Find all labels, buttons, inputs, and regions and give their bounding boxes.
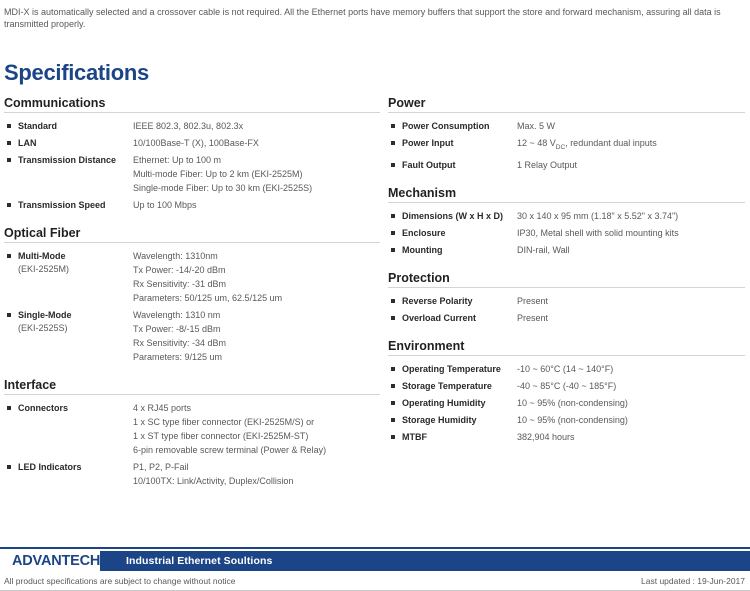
spec-row [388, 379, 745, 393]
spec-label-cell [402, 379, 517, 393]
spec-label: LAN [18, 138, 37, 148]
spec-value-line: -40 ~ 85°C (-40 ~ 185°F) [517, 380, 617, 391]
spec-value-cell [517, 226, 745, 240]
spec-value-line: 10 ~ 95% (non-condensing) [517, 414, 628, 425]
advantech-logo: ADVANTECH [12, 553, 101, 569]
spec-value-line: 6-pin removable screw terminal (Power & Relay) [133, 445, 327, 455]
spec-row [388, 158, 745, 172]
spec-value-line: Wavelength: 1310 nm [133, 310, 221, 320]
bullet-icon [7, 141, 11, 145]
spec-label-cell [18, 119, 133, 133]
spec-value-line: -10 ~ 60°C (14 ~ 140°F) [517, 363, 614, 374]
spec-value-line: Rx Sensitivity: -34 dBm [133, 338, 227, 348]
bullet-icon [391, 367, 395, 371]
bullet-icon [7, 406, 11, 410]
bullet-icon [391, 418, 395, 422]
spec-value-cell [133, 401, 380, 457]
spec-column-left [4, 86, 380, 491]
section-heading: Mechanism [388, 186, 745, 203]
section-mechanism [388, 186, 745, 257]
footer-last-updated: Last updated : 19-Jun-2017 [641, 576, 745, 586]
value-fragment: , redundant dual inputs [565, 138, 657, 148]
spec-label: Storage Temperature [402, 380, 492, 391]
bullet-icon [391, 124, 395, 128]
spec-value-cell [517, 430, 745, 444]
bullet-icon [391, 231, 395, 235]
spec-value-cell [517, 362, 745, 376]
bullet-icon [7, 203, 11, 207]
bullet-icon [391, 163, 395, 167]
footer-meta [4, 576, 745, 586]
spec-label-cell [18, 153, 133, 167]
spec-label: Fault Output [402, 159, 456, 170]
spec-label: LED Indicators [18, 462, 82, 472]
footer-rule [0, 547, 750, 549]
section-protection [388, 271, 745, 325]
spec-label: Connectors [18, 403, 69, 413]
value-fragment: 12 ~ 48 V [517, 138, 556, 148]
spec-row [388, 311, 745, 325]
spec-value-line: 1 Relay Output [517, 159, 578, 170]
spec-value-line: Present [517, 312, 549, 323]
spec-label: Overload Current [402, 312, 477, 323]
spec-value-cell [133, 249, 380, 305]
spec-label-cell [18, 460, 133, 474]
spec-columns [4, 86, 745, 491]
spec-label: Reverse Polarity [402, 295, 473, 306]
spec-label: Single-Mode [18, 310, 72, 320]
footer-banner-label: Industrial Ethernet Soultions [126, 555, 273, 567]
spec-label-cell [402, 119, 517, 133]
spec-value-line: P1, P2, P-Fail [133, 462, 189, 472]
spec-value-cell [517, 158, 745, 172]
spec-value-line: 10 ~ 95% (non-condensing) [517, 397, 628, 408]
section-heading: Optical Fiber [4, 226, 380, 243]
spec-label: Power Consumption [402, 121, 490, 131]
bullet-icon [391, 435, 395, 439]
spec-value-line: Rx Sensitivity: -31 dBm [133, 279, 227, 289]
spec-value-cell [133, 119, 380, 133]
spec-value-line: 10/100TX: Link/Activity, Duplex/Collision [133, 476, 294, 486]
spec-label-cell [402, 158, 517, 172]
section-optical-fiber [4, 226, 380, 364]
spec-label: Operating Temperature [402, 363, 501, 374]
spec-label-cell [402, 243, 517, 257]
section-heading: Protection [388, 271, 745, 288]
spec-value-cell [133, 308, 380, 364]
spec-sublabel: (EKI-2525M) [18, 264, 70, 274]
spec-label-cell [18, 308, 133, 335]
spec-value-line: IEEE 802.3, 802.3u, 802.3x [133, 121, 244, 131]
spec-value-line: Parameters: 9/125 um [133, 352, 223, 362]
spec-row [4, 308, 380, 364]
spec-value-line: Ethernet: Up to 100 m [133, 155, 222, 165]
spec-row [388, 209, 745, 223]
spec-label: Transmission Distance [18, 155, 117, 165]
bullet-icon [391, 316, 395, 320]
spec-label-cell [402, 136, 517, 150]
bullet-icon [7, 254, 11, 258]
spec-label-cell [402, 294, 517, 308]
spec-label-cell [18, 136, 133, 150]
spec-value-line: 1 x SC type fiber connector (EKI-2525M/S) or [133, 417, 315, 427]
spec-value-line: 1 x ST type fiber connector (EKI-2525M-ST) [133, 431, 309, 441]
spec-value-cell [517, 379, 745, 393]
spec-row [388, 226, 745, 240]
spec-value-line: Tx Power: -8/-15 dBm [133, 324, 221, 334]
bullet-icon [391, 384, 395, 388]
bullet-icon [391, 299, 395, 303]
spec-row [388, 362, 745, 376]
bullet-icon [7, 465, 11, 469]
spec-value-cell [517, 396, 745, 410]
spec-label: Power Input [402, 138, 454, 148]
page-title: Specifications [4, 60, 149, 85]
spec-label: Enclosure [402, 227, 446, 238]
footer-banner [100, 551, 750, 571]
spec-label: Multi-Mode [18, 251, 66, 261]
spec-label-cell [402, 209, 517, 223]
footer-bar-row [0, 551, 750, 571]
section-heading: Interface [4, 378, 380, 395]
spec-value-cell [133, 198, 380, 212]
spec-row [4, 460, 380, 488]
spec-row [388, 136, 745, 155]
spec-value-cell [517, 136, 745, 155]
spec-value-line: Max. 5 W [517, 121, 556, 131]
spec-label: Storage Humidity [402, 414, 477, 425]
spec-value-line: Parameters: 50/125 um, 62.5/125 um [133, 293, 283, 303]
spec-label-cell [18, 198, 133, 212]
spec-column-right [380, 86, 745, 491]
section-interface [4, 378, 380, 488]
spec-value-cell [517, 294, 745, 308]
spec-label-cell [18, 249, 133, 276]
bullet-icon [7, 124, 11, 128]
spec-value-line [517, 136, 745, 155]
spec-row [4, 136, 380, 150]
spec-value-cell [517, 209, 745, 223]
spec-label: MTBF [402, 431, 427, 442]
spec-label: Operating Humidity [402, 397, 486, 408]
spec-value-line: DIN-rail, Wall [517, 244, 570, 255]
spec-label: Dimensions (W x H x D) [402, 210, 504, 221]
bullet-icon [391, 141, 395, 145]
spec-row [388, 430, 745, 444]
spec-label: Transmission Speed [18, 200, 106, 210]
spec-value-cell [133, 153, 380, 195]
footer-disclaimer: All product specifications are subject to change without notice [4, 576, 236, 586]
spec-row [388, 243, 745, 257]
spec-row [4, 249, 380, 305]
section-heading: Power [388, 96, 745, 113]
spec-label-cell [402, 311, 517, 325]
bullet-icon [391, 214, 395, 218]
spec-value-line: Multi-mode Fiber: Up to 2 km (EKI-2525M) [133, 169, 303, 179]
spec-label: Mounting [402, 244, 443, 255]
page-footer [0, 547, 750, 591]
spec-value-line: 10/100Base-T (X), 100Base-FX [133, 138, 259, 148]
spec-label-cell [402, 430, 517, 444]
section-heading: Environment [388, 339, 745, 356]
spec-value-cell [517, 413, 745, 427]
spec-label-cell [402, 362, 517, 376]
spec-label-cell [402, 226, 517, 240]
spec-label: Standard [18, 121, 58, 131]
spec-label-cell [402, 413, 517, 427]
spec-row [4, 153, 380, 195]
bullet-icon [7, 313, 11, 317]
spec-value-cell [517, 243, 745, 257]
spec-row [4, 401, 380, 457]
spec-value-line: Tx Power: -14/-20 dBm [133, 265, 226, 275]
spec-value-cell [517, 311, 745, 325]
spec-row [388, 119, 745, 133]
spec-value-line: 30 x 140 x 95 mm (1.18" x 5.52" x 3.74") [517, 210, 679, 221]
bullet-icon [7, 158, 11, 162]
spec-value-cell [517, 119, 745, 133]
section-heading: Communications [4, 96, 380, 113]
spec-value-line: IP30, Metal shell with solid mounting kits [517, 227, 679, 238]
spec-value-line: Wavelength: 1310nm [133, 251, 218, 261]
spec-row [388, 294, 745, 308]
bullet-icon [391, 248, 395, 252]
spec-value-line: 4 x RJ45 ports [133, 403, 192, 413]
spec-value-cell [133, 136, 380, 150]
spec-row [388, 413, 745, 427]
spec-row [4, 198, 380, 212]
spec-value-line: Up to 100 Mbps [133, 200, 197, 210]
section-communications [4, 96, 380, 212]
section-power [388, 96, 745, 172]
spec-row [388, 396, 745, 410]
spec-value-line: Present [517, 295, 549, 306]
spec-value-line: Single-mode Fiber: Up to 30 km (EKI-2525S) [133, 183, 313, 193]
spec-label-cell [18, 401, 133, 415]
spec-value-line: 382,904 hours [517, 431, 575, 442]
bullet-icon [391, 401, 395, 405]
intro-paragraph: MDI-X is automatically selected and a crossover cable is not required. All the Ethernet ports have memory buffers that support the store and forward mechanism, assuring all data is transmitted properly. [4, 7, 721, 29]
spec-row [4, 119, 380, 133]
value-subscript: DC [555, 143, 566, 151]
spec-value-cell [133, 460, 380, 488]
section-environment [388, 339, 745, 444]
spec-label-cell [402, 396, 517, 410]
spec-sublabel: (EKI-2525S) [18, 323, 68, 333]
